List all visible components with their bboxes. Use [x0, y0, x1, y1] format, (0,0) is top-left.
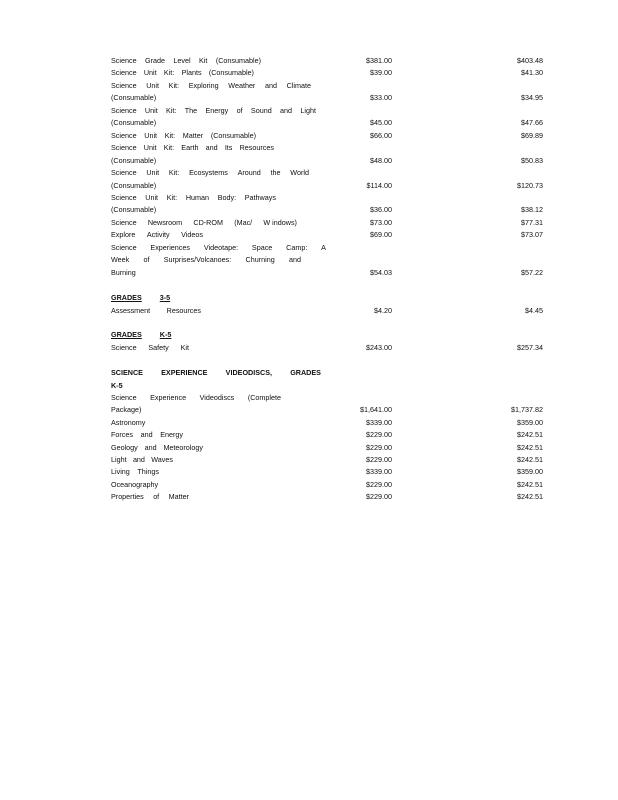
table-row	[0, 228, 618, 241]
item-word: Its	[224, 143, 233, 153]
item-word: the	[270, 168, 281, 178]
item-word: Science	[111, 242, 137, 252]
item-word: Resources	[239, 143, 274, 153]
item-word: Burning	[111, 267, 136, 277]
item-word: Kit	[199, 56, 208, 65]
item-word: Kit:	[166, 105, 177, 115]
item-word: Exploring	[188, 80, 219, 90]
price-current: $229.00	[366, 479, 392, 489]
table-row	[0, 403, 618, 416]
table-row	[0, 141, 618, 154]
table-row	[0, 104, 618, 117]
item-word: (Consumable)	[210, 130, 256, 140]
item-word: (Consumable)	[208, 68, 254, 78]
table-row	[0, 66, 618, 79]
item-word: Light	[111, 455, 127, 464]
price-current: $229.00	[366, 455, 392, 464]
price-new: $77.31	[521, 217, 543, 227]
table-row	[0, 154, 618, 167]
table-row	[0, 465, 618, 478]
item-word: Activity	[146, 230, 170, 240]
table-row	[0, 129, 618, 142]
item-word: Geology	[111, 442, 138, 452]
item-word: Assessment	[111, 306, 151, 315]
price-current: $4.20	[374, 306, 392, 315]
item-word: Energy	[160, 430, 183, 440]
item-word: and	[264, 80, 277, 90]
table-row	[0, 166, 618, 179]
item-word: Science	[111, 343, 137, 352]
price-new: $242.51	[517, 479, 543, 489]
price-new: $34.95	[521, 93, 543, 103]
item-word: Science	[111, 217, 137, 227]
item-word: Resources	[166, 306, 201, 315]
section-header-videodiscs	[0, 366, 618, 379]
item-word: Experiences	[150, 242, 190, 252]
price-new: $120.73	[517, 180, 543, 190]
item-word: and	[144, 442, 157, 452]
price-new: $359.00	[517, 467, 543, 477]
item-word: Newsroom	[147, 217, 183, 227]
item-word: Science	[111, 68, 137, 78]
item-word: Science	[111, 130, 137, 140]
price-new: $41.30	[521, 68, 543, 78]
item-word: Videodiscs	[199, 393, 235, 402]
item-word: Surprises/Volcanoes:	[163, 255, 232, 265]
item-word: Churning	[245, 255, 275, 265]
item-word: of	[143, 255, 150, 265]
table-row	[0, 416, 618, 429]
item-word: A	[321, 242, 326, 252]
table-row	[0, 441, 618, 454]
item-word: Around	[237, 168, 261, 178]
price-new: $242.51	[517, 455, 543, 464]
item-word: Things	[137, 467, 159, 477]
item-word: Kit:	[163, 143, 175, 153]
price-current: $69.00	[370, 230, 392, 240]
table-row	[0, 490, 618, 503]
item-word: Kit:	[163, 68, 175, 78]
item-word: Safety	[148, 343, 169, 352]
price-current: $339.00	[366, 417, 392, 427]
item-word: Science	[111, 56, 137, 65]
header-word: 3-5	[159, 293, 171, 302]
item-word: Plants	[181, 68, 202, 78]
table-row	[0, 54, 618, 67]
table-row	[0, 391, 618, 404]
item-word: Body:	[217, 192, 237, 202]
item-word: Kit:	[166, 192, 178, 202]
price-new: $50.83	[521, 155, 543, 165]
price-new: $69.89	[521, 130, 543, 140]
price-new: $257.34	[517, 343, 543, 352]
price-current: $54.03	[370, 267, 392, 277]
item-word: Videotape:	[203, 242, 239, 252]
price-current: $36.00	[370, 205, 392, 215]
price-new: $242.51	[517, 442, 543, 452]
item-word: The	[184, 105, 198, 115]
item-word: Energy	[205, 105, 229, 115]
item-word: Unit	[146, 168, 160, 178]
price-new: $242.51	[517, 430, 543, 440]
item-word: Ecosystems	[189, 168, 228, 178]
price-current: $229.00	[366, 442, 392, 452]
item-word: Kit:	[168, 168, 180, 178]
price-current: $243.00	[366, 343, 392, 352]
item-word: and	[280, 105, 293, 115]
item-word: (Mac/	[234, 217, 253, 227]
item-word: and	[288, 255, 301, 265]
table-row	[0, 116, 618, 129]
item-word: Oceanography	[111, 479, 159, 489]
table-row	[0, 179, 618, 192]
price-new: $38.12	[521, 205, 543, 215]
table-row	[0, 241, 618, 254]
item-word: Human	[185, 192, 209, 202]
item-word: (Consumable)	[111, 155, 157, 165]
price-new: $1,737.82	[511, 405, 543, 415]
price-current: $73.00	[370, 217, 392, 227]
table-row	[0, 91, 618, 104]
price-new: $403.48	[517, 56, 543, 65]
item-word: Science	[111, 80, 137, 90]
item-word: Package)	[111, 405, 142, 415]
item-word: Space	[251, 242, 273, 252]
table-row	[0, 203, 618, 216]
item-word: of	[236, 105, 243, 115]
item-word: of	[153, 492, 160, 502]
header-word: SCIENCE	[111, 368, 143, 377]
price-new: $359.00	[517, 417, 543, 427]
item-word: (Consumable)	[215, 56, 261, 65]
item-word: Science	[111, 393, 137, 402]
price-current: $381.00	[366, 56, 392, 65]
table-row	[0, 253, 618, 266]
item-word: Experience	[150, 393, 187, 402]
header-word: K-5	[111, 381, 123, 390]
price-current: $339.00	[366, 467, 392, 477]
item-word: Kit:	[168, 80, 180, 90]
item-word: Unit	[143, 68, 157, 78]
item-word: Level	[173, 56, 191, 65]
header-word: GRADES	[111, 293, 142, 302]
item-word: Properties	[111, 492, 144, 502]
price-current: $66.00	[370, 130, 392, 140]
table-row	[0, 341, 618, 354]
table-row	[0, 216, 618, 229]
table-row	[0, 428, 618, 441]
header-word: GRADES	[290, 368, 321, 377]
item-word: Earth	[181, 143, 199, 153]
item-word: Meteorology	[163, 442, 203, 452]
item-word: Forces	[111, 430, 133, 440]
item-word: Kit	[180, 343, 189, 352]
item-word: and	[132, 455, 145, 464]
item-word: Unit	[145, 192, 159, 202]
item-word: Unit	[144, 130, 158, 140]
item-word: Matter	[182, 130, 204, 140]
item-word: Climate	[286, 80, 311, 90]
price-current: $229.00	[366, 430, 392, 440]
price-current: $33.00	[370, 93, 392, 103]
item-word: Sound	[250, 105, 272, 115]
item-word: Science	[111, 168, 137, 178]
section-header-grades-3-5	[0, 291, 618, 304]
price-current: $39.00	[370, 68, 392, 78]
table-row	[0, 266, 618, 279]
item-word: Pathways	[244, 192, 276, 202]
item-word: World	[290, 168, 309, 178]
price-new: $47.66	[521, 118, 543, 128]
table-row	[0, 79, 618, 92]
item-word: (Complete	[247, 393, 281, 402]
item-word: Waves	[151, 455, 173, 464]
item-word: Matter	[168, 492, 189, 502]
item-word: Weather	[228, 80, 256, 90]
price-current: $229.00	[366, 492, 392, 502]
item-word: Grade	[145, 56, 165, 65]
item-word: CD-ROM	[193, 217, 223, 227]
item-word: Unit	[144, 105, 158, 115]
item-word: Camp:	[286, 242, 308, 252]
item-word: Astronomy	[111, 417, 146, 427]
header-word: GRADES	[111, 330, 142, 339]
item-word: and	[205, 143, 218, 153]
price-current: $48.00	[370, 155, 392, 165]
item-word: Explore	[111, 230, 136, 240]
item-word: Living	[111, 467, 130, 477]
section-header-grades-k-5	[0, 328, 618, 341]
item-word: (Consumable)	[111, 180, 157, 190]
item-word: Unit	[143, 143, 157, 153]
table-row	[0, 453, 618, 466]
price-current: $114.00	[366, 180, 392, 190]
header-word: EXPERIENCE	[161, 368, 208, 377]
table-row	[0, 478, 618, 491]
table-row	[0, 191, 618, 204]
item-word: (Consumable)	[111, 118, 157, 128]
item-word: and	[140, 430, 153, 440]
price-new: $242.51	[517, 492, 543, 502]
item-word: Science	[111, 143, 137, 153]
item-word: Science	[111, 105, 137, 115]
item-word: (Consumable)	[111, 93, 157, 103]
item-word: Science	[111, 192, 137, 202]
item-word: (Consumable)	[111, 205, 157, 215]
price-current: $1,641.00	[360, 405, 392, 415]
table-row	[0, 304, 618, 317]
header-word: K-5	[159, 330, 172, 339]
item-word: W indows)	[263, 217, 297, 227]
price-new: $57.22	[521, 267, 543, 277]
price-current: $45.00	[370, 118, 392, 128]
item-word: Light	[300, 105, 316, 115]
price-new: $73.07	[521, 230, 543, 240]
price-new: $4.45	[525, 306, 543, 315]
item-word: Unit	[146, 80, 160, 90]
header-word: VIDEODISCS,	[225, 368, 273, 377]
item-word: Kit:	[164, 130, 176, 140]
item-word: Videos	[181, 230, 203, 240]
item-word: Week	[111, 255, 130, 265]
